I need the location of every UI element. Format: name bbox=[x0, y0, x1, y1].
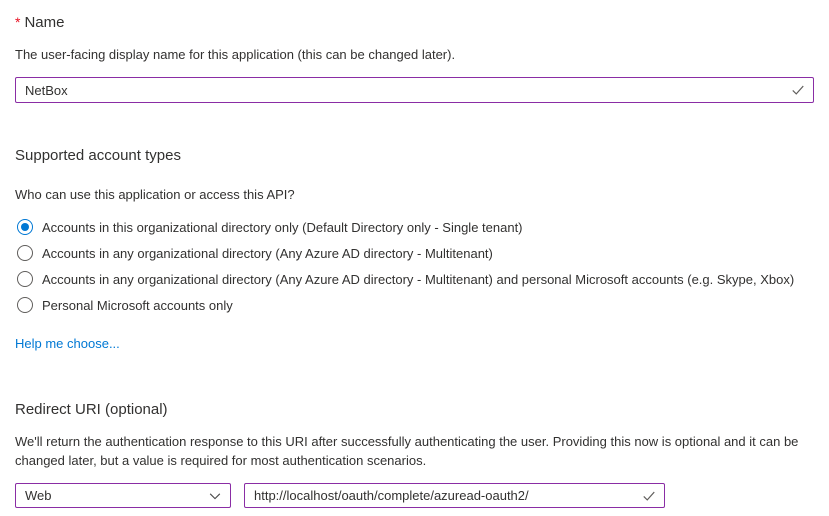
name-input[interactable] bbox=[15, 77, 814, 103]
redirect-uri-description: We'll return the authentication response to this URI after successfully authenticating the user. Providing this now is optional and it can be changed later, but a value is required for most authentication scenarios. bbox=[15, 434, 799, 468]
radio-option-multitenant[interactable] bbox=[15, 240, 814, 266]
name-section-title bbox=[15, 12, 814, 33]
radio-selected-icon bbox=[17, 219, 33, 235]
chevron-down-icon bbox=[208, 489, 222, 503]
name-field-wrap bbox=[15, 77, 814, 103]
uri-field-wrap bbox=[244, 483, 665, 508]
radio-option-label: Accounts in any organizational directory (Any Azure AD directory - Multitenant) bbox=[42, 245, 493, 261]
radio-option-single-tenant[interactable] bbox=[15, 214, 814, 240]
radio-unselected-icon bbox=[17, 297, 33, 313]
platform-select-value: Web bbox=[25, 488, 52, 503]
radio-option-label: Personal Microsoft accounts only bbox=[42, 297, 233, 313]
redirect-uri-input[interactable] bbox=[244, 483, 665, 508]
account-types-question: Who can use this application or access this API? bbox=[15, 187, 295, 202]
radio-option-multitenant-personal[interactable] bbox=[15, 266, 814, 292]
platform-select[interactable] bbox=[15, 483, 231, 508]
name-title-text: Name bbox=[24, 14, 65, 31]
redirect-uri-title: Redirect URI (optional) bbox=[15, 401, 168, 418]
account-types-radio-group bbox=[15, 214, 814, 318]
required-marker: * bbox=[15, 14, 21, 30]
radio-option-personal-only[interactable] bbox=[15, 292, 814, 318]
radio-unselected-icon bbox=[17, 271, 33, 287]
radio-unselected-icon bbox=[17, 245, 33, 261]
help-me-choose-link[interactable]: Help me choose... bbox=[15, 336, 120, 351]
redirect-uri-row bbox=[15, 483, 814, 508]
radio-option-label: Accounts in any organizational directory (Any Azure AD directory - Multitenant) and personal Microsoft accounts (e.g. Skype, Xbox) bbox=[42, 271, 795, 287]
radio-option-label: Accounts in this organizational directory only (Default Directory only - Single tenant) bbox=[42, 219, 523, 235]
account-types-title: Supported account types bbox=[15, 147, 181, 164]
name-description: The user-facing display name for this application (this can be changed later). bbox=[15, 47, 456, 62]
